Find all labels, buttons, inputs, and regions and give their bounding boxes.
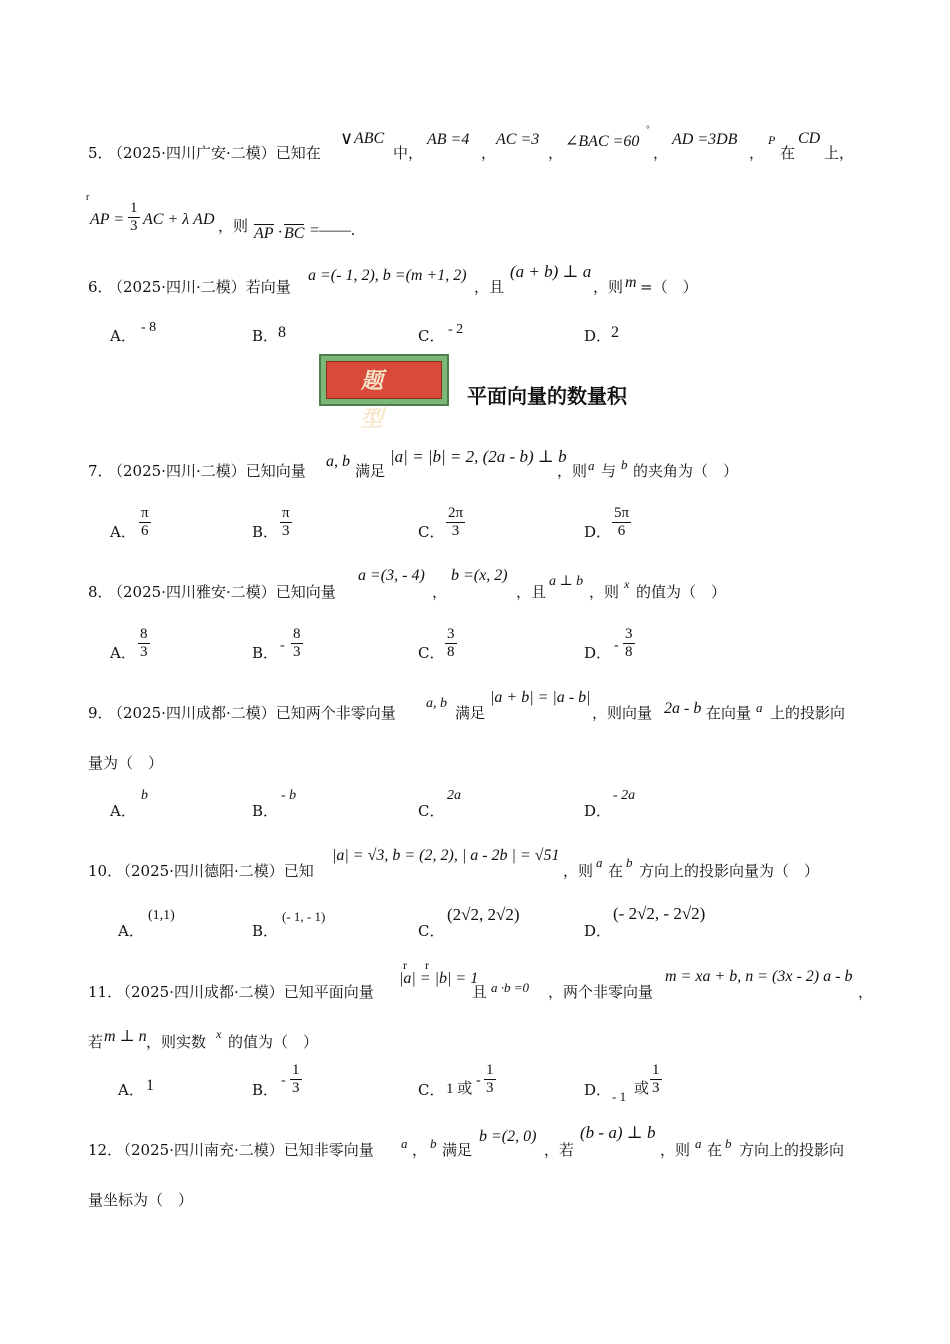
q10-option-b-value: (- 1, - 1) xyxy=(282,909,326,924)
q7-vars: a, b xyxy=(326,453,350,470)
q8-vec-b: b =(x, 2) xyxy=(451,567,508,584)
q6-m: m xyxy=(625,274,637,291)
q12-condition: (b - a) ⊥ b xyxy=(580,1123,656,1142)
q12-text-man: 满足 xyxy=(442,1141,473,1159)
q9-text-ze: ，则向量 xyxy=(592,704,653,722)
q5-p: P xyxy=(768,133,776,147)
q8-option-b-sign: - xyxy=(280,638,285,653)
q7-option-d-num: 5π xyxy=(614,505,630,521)
q9-source: （2025·四川成都·二模）已知两个非零向量 xyxy=(108,704,396,722)
q8-option-d-label[interactable]: D． xyxy=(584,644,612,662)
q11-option-a-value: 1 xyxy=(146,1077,154,1094)
q8-text-qie: ，且 xyxy=(516,583,547,601)
q11-option-c-sign: - xyxy=(476,1073,481,1088)
q12-text-ruo: ，若 xyxy=(544,1141,575,1159)
q9-tail: 上的投影向 xyxy=(770,704,846,722)
q6-ask: =（ ） xyxy=(640,278,698,296)
q11-option-d-fraction xyxy=(650,1062,662,1097)
q10-ask: 方向上的投影向量为（ ） xyxy=(639,862,820,880)
q11-vector-mark-b: r xyxy=(425,958,429,972)
q11-x: x xyxy=(216,1027,222,1041)
topic-banner-text: 题 型 xyxy=(326,361,442,399)
q11-option-b-fraction xyxy=(290,1062,302,1097)
q9-line2: 量为（ ） xyxy=(88,754,164,772)
q5-frac-den: 3 xyxy=(130,218,138,234)
q7-option-b-den: 3 xyxy=(282,523,290,539)
q5-fraction xyxy=(128,200,140,235)
q9-option-d-label[interactable]: D． xyxy=(584,802,612,820)
q12-text-ze: ，则 xyxy=(660,1141,691,1159)
q6-vectors: a =(- 1, 2), b =(m +1, 2) xyxy=(308,267,467,284)
q7-source: （2025·四川·二模）已知向量 xyxy=(108,462,306,480)
q7-ask: 的夹角为（ ） xyxy=(633,462,739,480)
q10-option-c-label[interactable]: C． xyxy=(418,922,445,940)
q12-line2: 量坐标为（ ） xyxy=(88,1191,194,1209)
q12-text-zai: 在 xyxy=(707,1141,723,1159)
q11-vector-mark-a: r xyxy=(403,958,407,972)
q8-text-ze: ，则 xyxy=(589,583,620,601)
q11-option-b-sign: - xyxy=(281,1073,286,1088)
q7-option-c-label[interactable]: C． xyxy=(418,523,445,541)
q7-text-man: 满足 xyxy=(355,462,386,480)
q5-dot: · xyxy=(278,224,282,241)
q12-a-2: a xyxy=(695,1136,702,1151)
q5-comma-3: ， xyxy=(653,144,669,162)
q7-number: 7． xyxy=(88,462,113,480)
topic-banner xyxy=(319,354,449,432)
q12-vec-b: b =(2, 0) xyxy=(479,1128,537,1145)
q11-option-c-value: 1 或 xyxy=(446,1081,473,1097)
q7-text-yu: 与 xyxy=(601,462,617,480)
q12-b: b xyxy=(430,1136,437,1151)
q10-source: （2025·四川德阳·二模）已知 xyxy=(116,862,314,880)
q12-source: （2025·四川南充·二模）已知非零向量 xyxy=(116,1141,374,1159)
q5-comma-1: ， xyxy=(481,144,497,162)
q10-condition: |a| = √3, b = (2, 2), | a - 2b | = √51 xyxy=(332,847,560,864)
q5-comma-2: ， xyxy=(548,144,564,162)
q9-condition: |a + b| = |a - b| xyxy=(490,689,591,706)
q7-option-a-num: π xyxy=(141,505,149,521)
q10-number: 10． xyxy=(88,862,123,880)
q11-text-ze: ，则实数 xyxy=(146,1033,207,1051)
q5-ap-rhs: AC + λ AD xyxy=(143,211,215,228)
q10-option-c-value: (2√2, 2√2) xyxy=(447,905,520,924)
q7-option-c-num: 2π xyxy=(448,505,464,521)
q9-number: 9． xyxy=(88,704,113,722)
q6-option-b-value: 8 xyxy=(278,324,286,341)
q9-option-c-label[interactable]: C． xyxy=(418,802,445,820)
q10-text-zai: 在 xyxy=(608,862,624,880)
q11-option-d-den: 3 xyxy=(652,1080,660,1096)
q9-text-zai: 在向量 xyxy=(706,704,752,722)
q11-option-c-fraction xyxy=(484,1062,496,1097)
q8-source: （2025·四川雅安·二模）已知向量 xyxy=(108,583,336,601)
q10-option-b-label[interactable]: B． xyxy=(252,922,279,940)
q7-option-b-num: π xyxy=(282,505,290,521)
q12-tail: 方向上的投影向 xyxy=(739,1141,845,1159)
q7-option-a-label[interactable]: A． xyxy=(110,523,136,541)
q9-a: a xyxy=(756,700,763,715)
q10-b: b xyxy=(626,855,633,870)
q8-condition: a ⊥ b xyxy=(549,574,584,589)
q6-option-a-value: - 8 xyxy=(141,320,157,335)
q11-option-d-num: 1 xyxy=(652,1062,660,1078)
q8-option-d-sign: - xyxy=(614,638,619,653)
q11-comma: ， xyxy=(858,983,874,1001)
q7-option-c-den: 3 xyxy=(451,523,460,539)
q9-option-c-value: 2a xyxy=(447,788,461,803)
q9-option-a-label[interactable]: A． xyxy=(110,802,136,820)
q7-text-ze: ，则 xyxy=(557,462,588,480)
q12-a: a xyxy=(401,1136,408,1151)
q6-option-c-value: - 2 xyxy=(448,322,464,337)
q5-number: 5． xyxy=(88,144,113,162)
q11-number: 11． xyxy=(88,983,123,1001)
q8-option-c-den: 8 xyxy=(447,644,455,660)
q11-option-a-label[interactable]: A． xyxy=(118,1081,144,1099)
q11-dot: a ·b =0 xyxy=(491,980,530,995)
q11-perp: m ⊥ n xyxy=(104,1028,147,1045)
q8-option-b-label[interactable]: B． xyxy=(252,644,279,662)
q11-option-c-label[interactable]: C． xyxy=(418,1081,445,1099)
q10-option-a-value: (1,1) xyxy=(148,908,175,923)
q11-text-two: ，两个非零向量 xyxy=(548,983,654,1001)
q5-ad: AD =3DB xyxy=(672,131,738,148)
q7-option-b-label[interactable]: B． xyxy=(252,523,279,541)
q5-vector-mark: r xyxy=(86,192,90,203)
q5-ac: AC =3 xyxy=(496,131,540,148)
q8-ask: 的值为（ ） xyxy=(636,583,727,601)
q5-triangle-symbol: ∨ xyxy=(340,128,354,148)
q11-option-c-den: 3 xyxy=(486,1080,494,1096)
q7-option-d-fraction xyxy=(612,505,631,540)
q6-option-a-label[interactable]: A． xyxy=(110,327,136,345)
q5-frac-num: 1 xyxy=(130,200,138,216)
q7-option-d-label[interactable]: D． xyxy=(584,523,612,541)
q10-option-d-label[interactable]: D． xyxy=(584,922,612,940)
q8-option-d-num: 3 xyxy=(625,626,633,642)
q6-option-d-label[interactable]: D． xyxy=(584,327,612,345)
q7-option-b-fraction xyxy=(280,505,292,540)
q8-option-a-fraction xyxy=(138,626,150,661)
q7-a: a xyxy=(588,458,595,473)
q11-mn: m = xa + b, n = (3x - 2) a - b xyxy=(665,968,853,985)
q9-option-b-value: - b xyxy=(281,788,297,803)
q12-b-2: b xyxy=(725,1136,732,1151)
q5-abc: ABC xyxy=(354,130,385,147)
q9-expr: 2a - b xyxy=(664,700,702,717)
q8-option-b-fraction xyxy=(291,626,303,661)
q5-bc: BC xyxy=(284,225,305,242)
q6-text-ze: ，则 xyxy=(593,278,624,296)
q5-ab: AB =4 xyxy=(427,131,470,148)
q6-option-c-label[interactable]: C． xyxy=(418,327,445,345)
q10-option-a-label[interactable]: A． xyxy=(118,922,144,940)
q6-text-qie: ，且 xyxy=(474,278,505,296)
q7-option-c-fraction xyxy=(446,505,465,540)
q11-text-qie: 且 xyxy=(472,983,488,1001)
q5-text-zai: 在 xyxy=(780,144,796,162)
q11-condition: |a| = |b| = 1 xyxy=(399,970,479,987)
q11-option-b-label[interactable]: B． xyxy=(252,1081,279,1099)
q11-option-d-pre: - 1 xyxy=(612,1089,627,1104)
q5-text-ze: ，则 xyxy=(218,217,249,235)
q11-option-b-num: 1 xyxy=(292,1062,300,1078)
q5-text-zhong: 中， xyxy=(393,144,424,162)
q5-cd: CD xyxy=(798,130,821,147)
q7-condition: |a| = |b| = 2, (2a - b) ⊥ b xyxy=(390,447,567,466)
q8-option-a-num: 8 xyxy=(140,626,148,642)
q8-option-c-label[interactable]: C． xyxy=(418,644,445,662)
q6-source: （2025·四川·二模）若向量 xyxy=(108,278,291,296)
q9-option-d-value: - 2a xyxy=(613,788,636,803)
q9-option-a-value: b xyxy=(141,788,148,803)
q5-text-shang: 上， xyxy=(824,144,855,162)
q11-option-d-label[interactable]: D． xyxy=(584,1081,612,1099)
q8-option-c-fraction xyxy=(445,626,457,661)
q5-angle: ∠BAC =60 xyxy=(565,133,640,150)
q8-option-c-num: 3 xyxy=(447,626,455,642)
q9-vars: a, b xyxy=(426,696,447,711)
q10-a: a xyxy=(596,855,603,870)
q8-option-d-den: 8 xyxy=(625,644,633,660)
q6-option-b-label[interactable]: B． xyxy=(252,327,279,345)
q9-option-b-label[interactable]: B． xyxy=(252,802,279,820)
q11-ask: 的值为（ ） xyxy=(228,1033,319,1051)
q8-vec-a: a =(3, - 4) xyxy=(358,567,425,584)
q12-comma: ， xyxy=(412,1141,428,1159)
q8-number: 8． xyxy=(88,583,113,601)
q10-text-ze: ，则 xyxy=(563,862,594,880)
q6-condition: (a + b) ⊥ a xyxy=(510,262,592,281)
q11-option-d-mid: 或 xyxy=(634,1081,650,1097)
q5-source: （2025·四川广安·二模）已知在 xyxy=(108,144,321,162)
q11-text-ruo: 若 xyxy=(88,1033,104,1051)
q5-ap-lhs: AP = xyxy=(90,211,125,228)
q7-option-d-den: 6 xyxy=(617,523,626,539)
q8-option-a-den: 3 xyxy=(140,644,148,660)
q6-option-d-value: 2 xyxy=(611,324,619,341)
q5-blank: =——. xyxy=(310,222,356,239)
q8-comma: ， xyxy=(432,583,448,601)
q8-option-d-fraction xyxy=(623,626,635,661)
q8-option-b-num: 8 xyxy=(293,626,301,642)
q5-ap: AP xyxy=(254,225,274,242)
q6-number: 6． xyxy=(88,278,113,296)
q8-option-a-label[interactable]: A． xyxy=(110,644,136,662)
section-title: 平面向量的数量积 xyxy=(467,384,627,408)
q11-option-c-num: 1 xyxy=(486,1062,494,1078)
q7-b: b xyxy=(621,457,628,472)
q9-text-man: 满足 xyxy=(455,704,486,722)
q11-option-b-den: 3 xyxy=(292,1080,300,1096)
q5-degree: ° xyxy=(646,124,650,134)
q12-number: 12． xyxy=(88,1141,123,1159)
q5-comma-4: ， xyxy=(749,144,765,162)
q7-option-a-fraction xyxy=(139,505,151,540)
q7-option-a-den: 6 xyxy=(141,523,149,539)
q8-x: x xyxy=(624,577,630,591)
q8-option-b-den: 3 xyxy=(293,644,301,660)
q11-source: （2025·四川成都·二模）已知平面向量 xyxy=(116,983,374,1001)
q10-option-d-value: (- 2√2, - 2√2) xyxy=(613,904,706,923)
